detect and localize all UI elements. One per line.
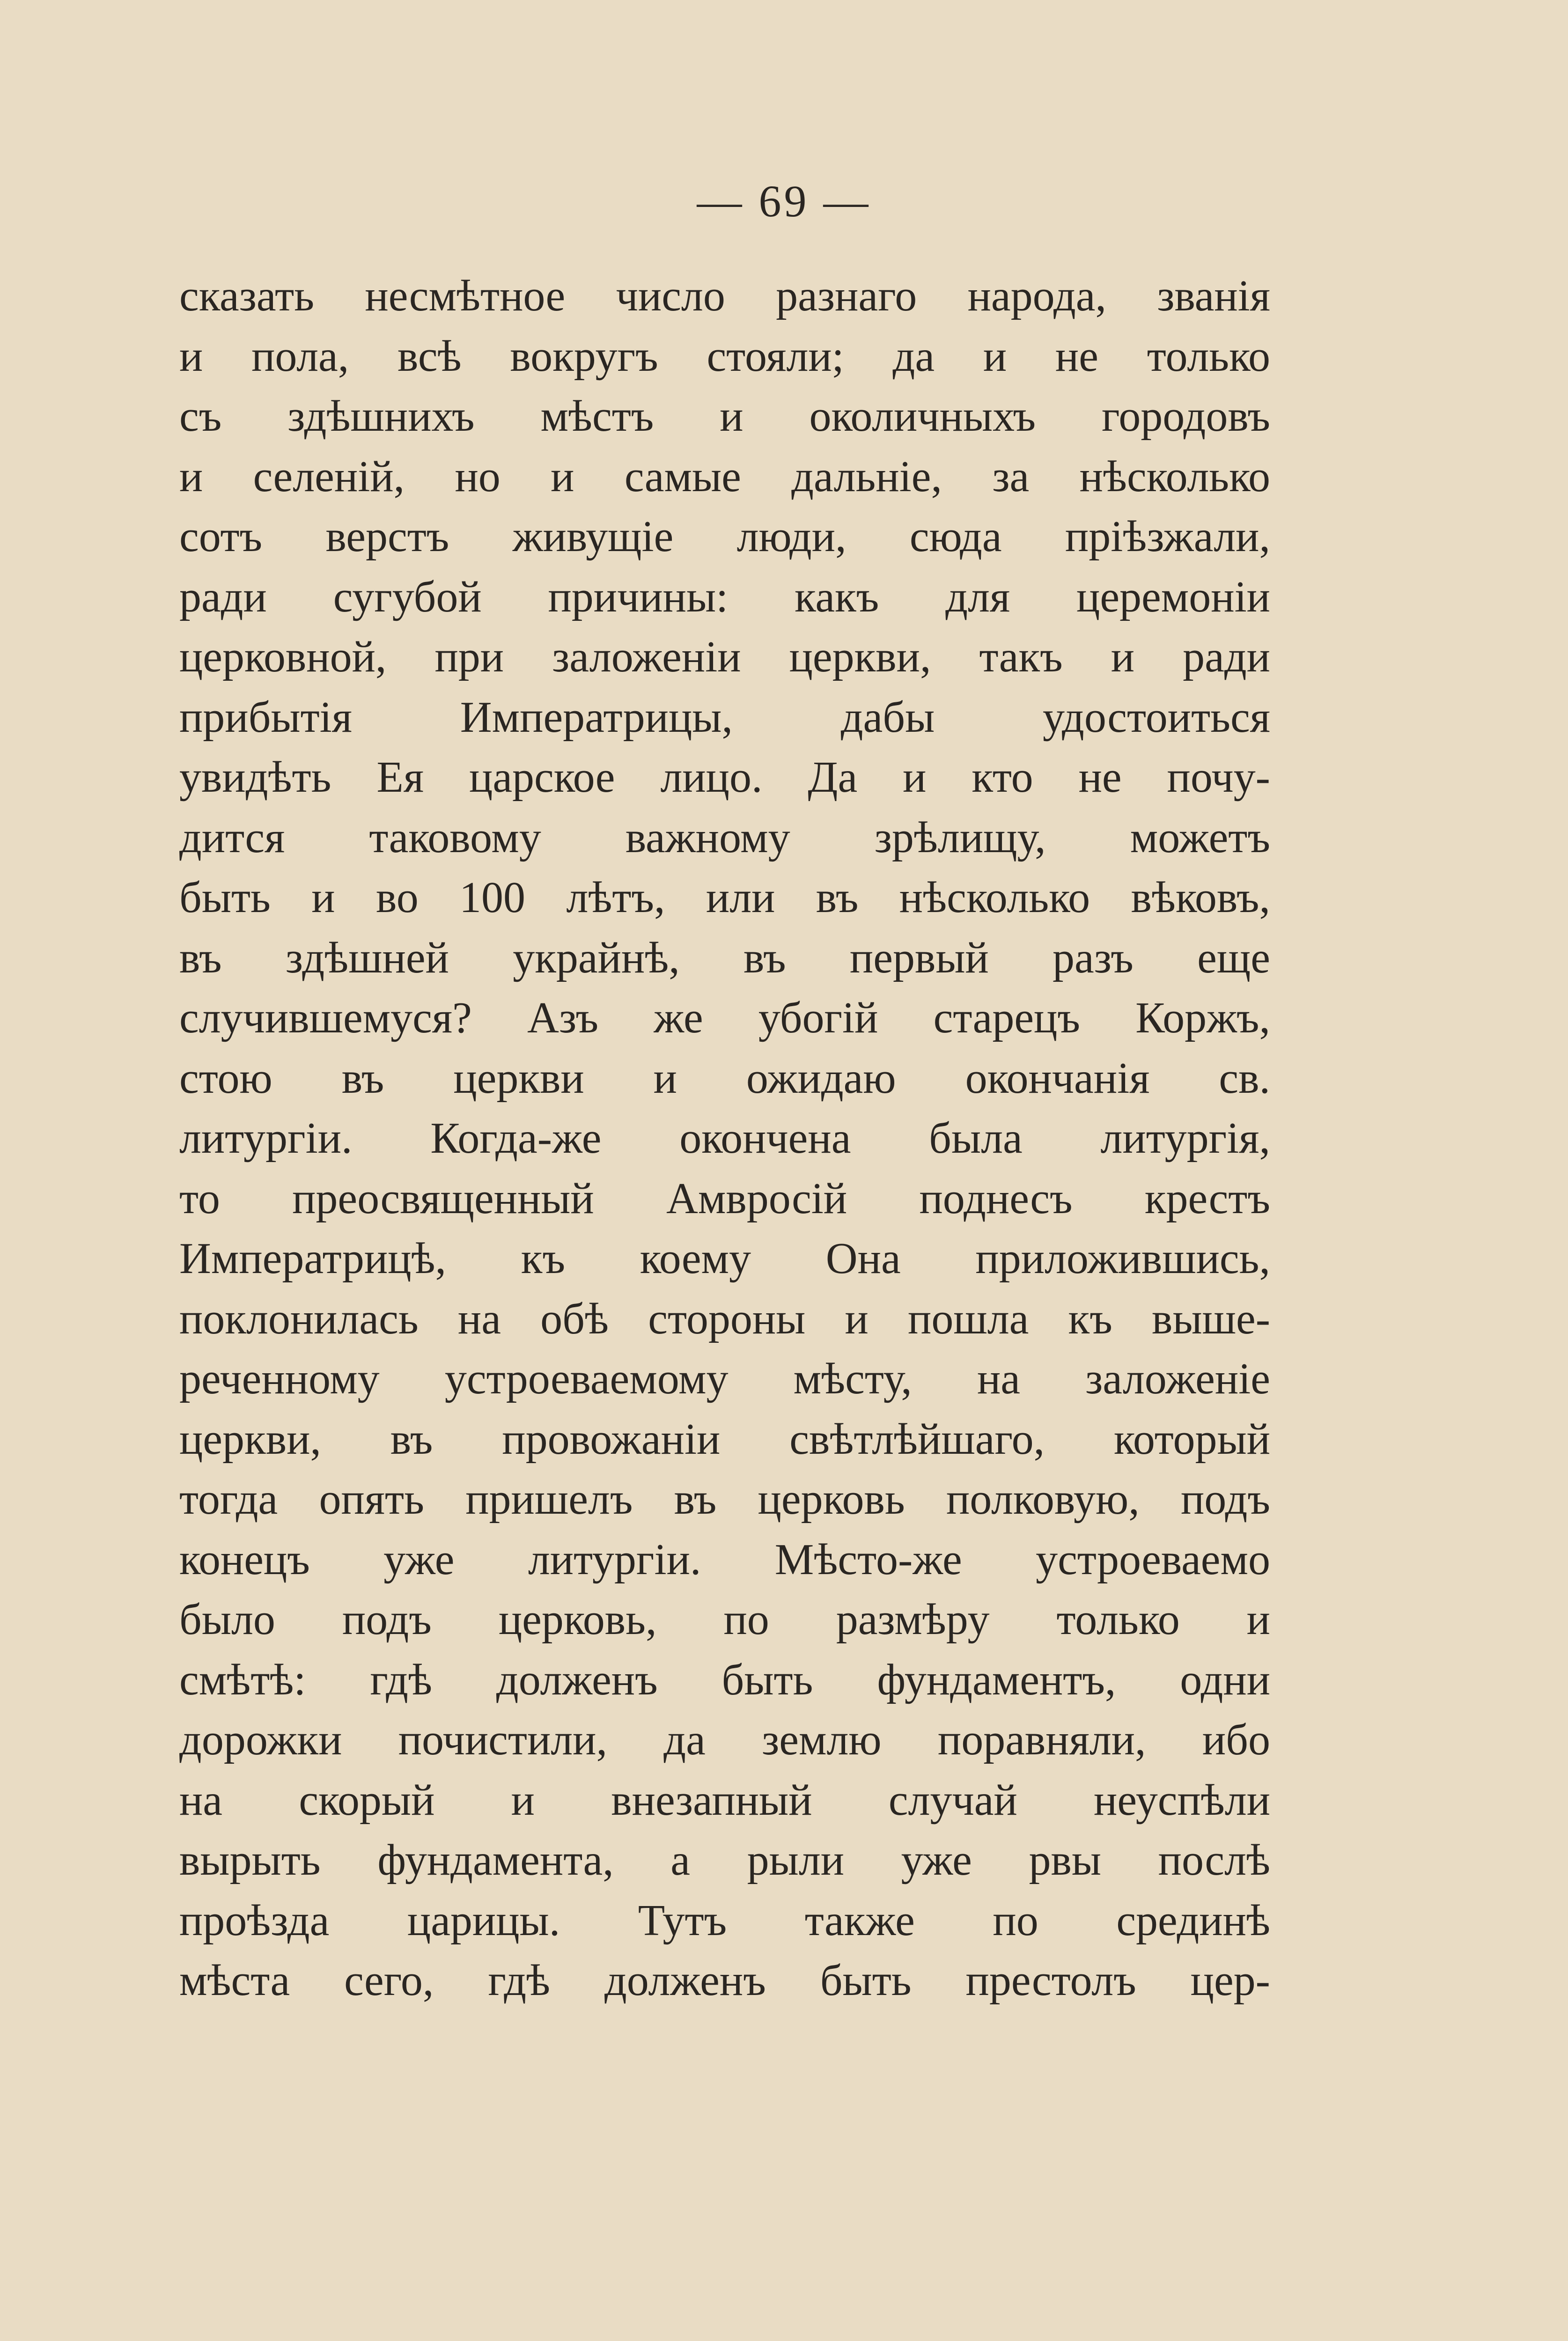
text-line: литургіи. Когда-же окончена была литургія, [179, 1114, 1270, 1163]
text-line: конецъ уже литургіи. Мѣсто-же устроеваемо [179, 1535, 1270, 1584]
text-line: въ здѣшней украйнѣ, въ первый разъ еще [179, 933, 1270, 982]
text-line: церкви, въ провожаніи свѣтлѣйшаго, который [179, 1414, 1270, 1464]
text-line: быть и во 100 лѣтъ, или въ нѣсколько вѣковъ, [179, 873, 1270, 922]
text-line: съ здѣшнихъ мѣстъ и околичныхъ городовъ [179, 392, 1270, 441]
text-line: проѣзда царицы. Тутъ также по срединѣ [179, 1896, 1270, 1945]
text-line: реченному устроеваемому мѣсту, на заложеніе [179, 1355, 1270, 1403]
text-line: ради сугубой причины: какъ для церемоніи [179, 572, 1270, 621]
body-text [179, 266, 1270, 2011]
text-line: сказать несмѣтное число разнаго народа, званія [179, 272, 1270, 320]
text-line: то преосвященный Амвросій поднесъ крестъ [179, 1174, 1270, 1223]
text-line: мѣста сего, гдѣ долженъ быть престолъ цер- [179, 1956, 1270, 2005]
text-line: церковной, при заложеніи церкви, такъ и ради [179, 633, 1270, 681]
text-line: и селеній, но и самые дальніе, за нѣсколько [179, 452, 1270, 501]
text-line: вырыть фундамента, а рыли уже рвы послѣ [179, 1836, 1270, 1885]
text-line: и пола, всѣ вокругъ стояли; да и не только [179, 331, 1270, 381]
page-number: — 69 — [697, 176, 871, 226]
text-line: стою въ церкви и ожидаю окончанія св. [179, 1053, 1270, 1103]
text-line: увидѣть Ея царское лицо. Да и кто не почу- [179, 753, 1270, 802]
text-line: поклонилась на обѣ стороны и пошла къ выше- [179, 1294, 1270, 1343]
text-line: дится таковому важному зрѣлищу, можетъ [179, 813, 1270, 862]
text-line: случившемуся? Азъ же убогій старецъ Коржъ, [179, 994, 1270, 1042]
text-line: смѣтѣ: гдѣ долженъ быть фундаментъ, одни [179, 1655, 1270, 1704]
text-line: дорожки почистили, да землю поравняли, ибо [179, 1715, 1270, 1764]
text-line: прибытія Императрицы, дабы удостоиться [179, 692, 1270, 742]
text-line: сотъ верстъ живущіе люди, сюда пріѣзжали, [179, 512, 1270, 561]
text-line: Императрицѣ, къ коему Она приложившись, [179, 1234, 1270, 1283]
text-line: было подъ церковь, по размѣру только и [179, 1595, 1270, 1644]
text-line: на скорый и внезапный случай неуспѣли [179, 1775, 1270, 1825]
text-line: тогда опять пришелъ въ церковь полковую, подъ [179, 1475, 1270, 1524]
